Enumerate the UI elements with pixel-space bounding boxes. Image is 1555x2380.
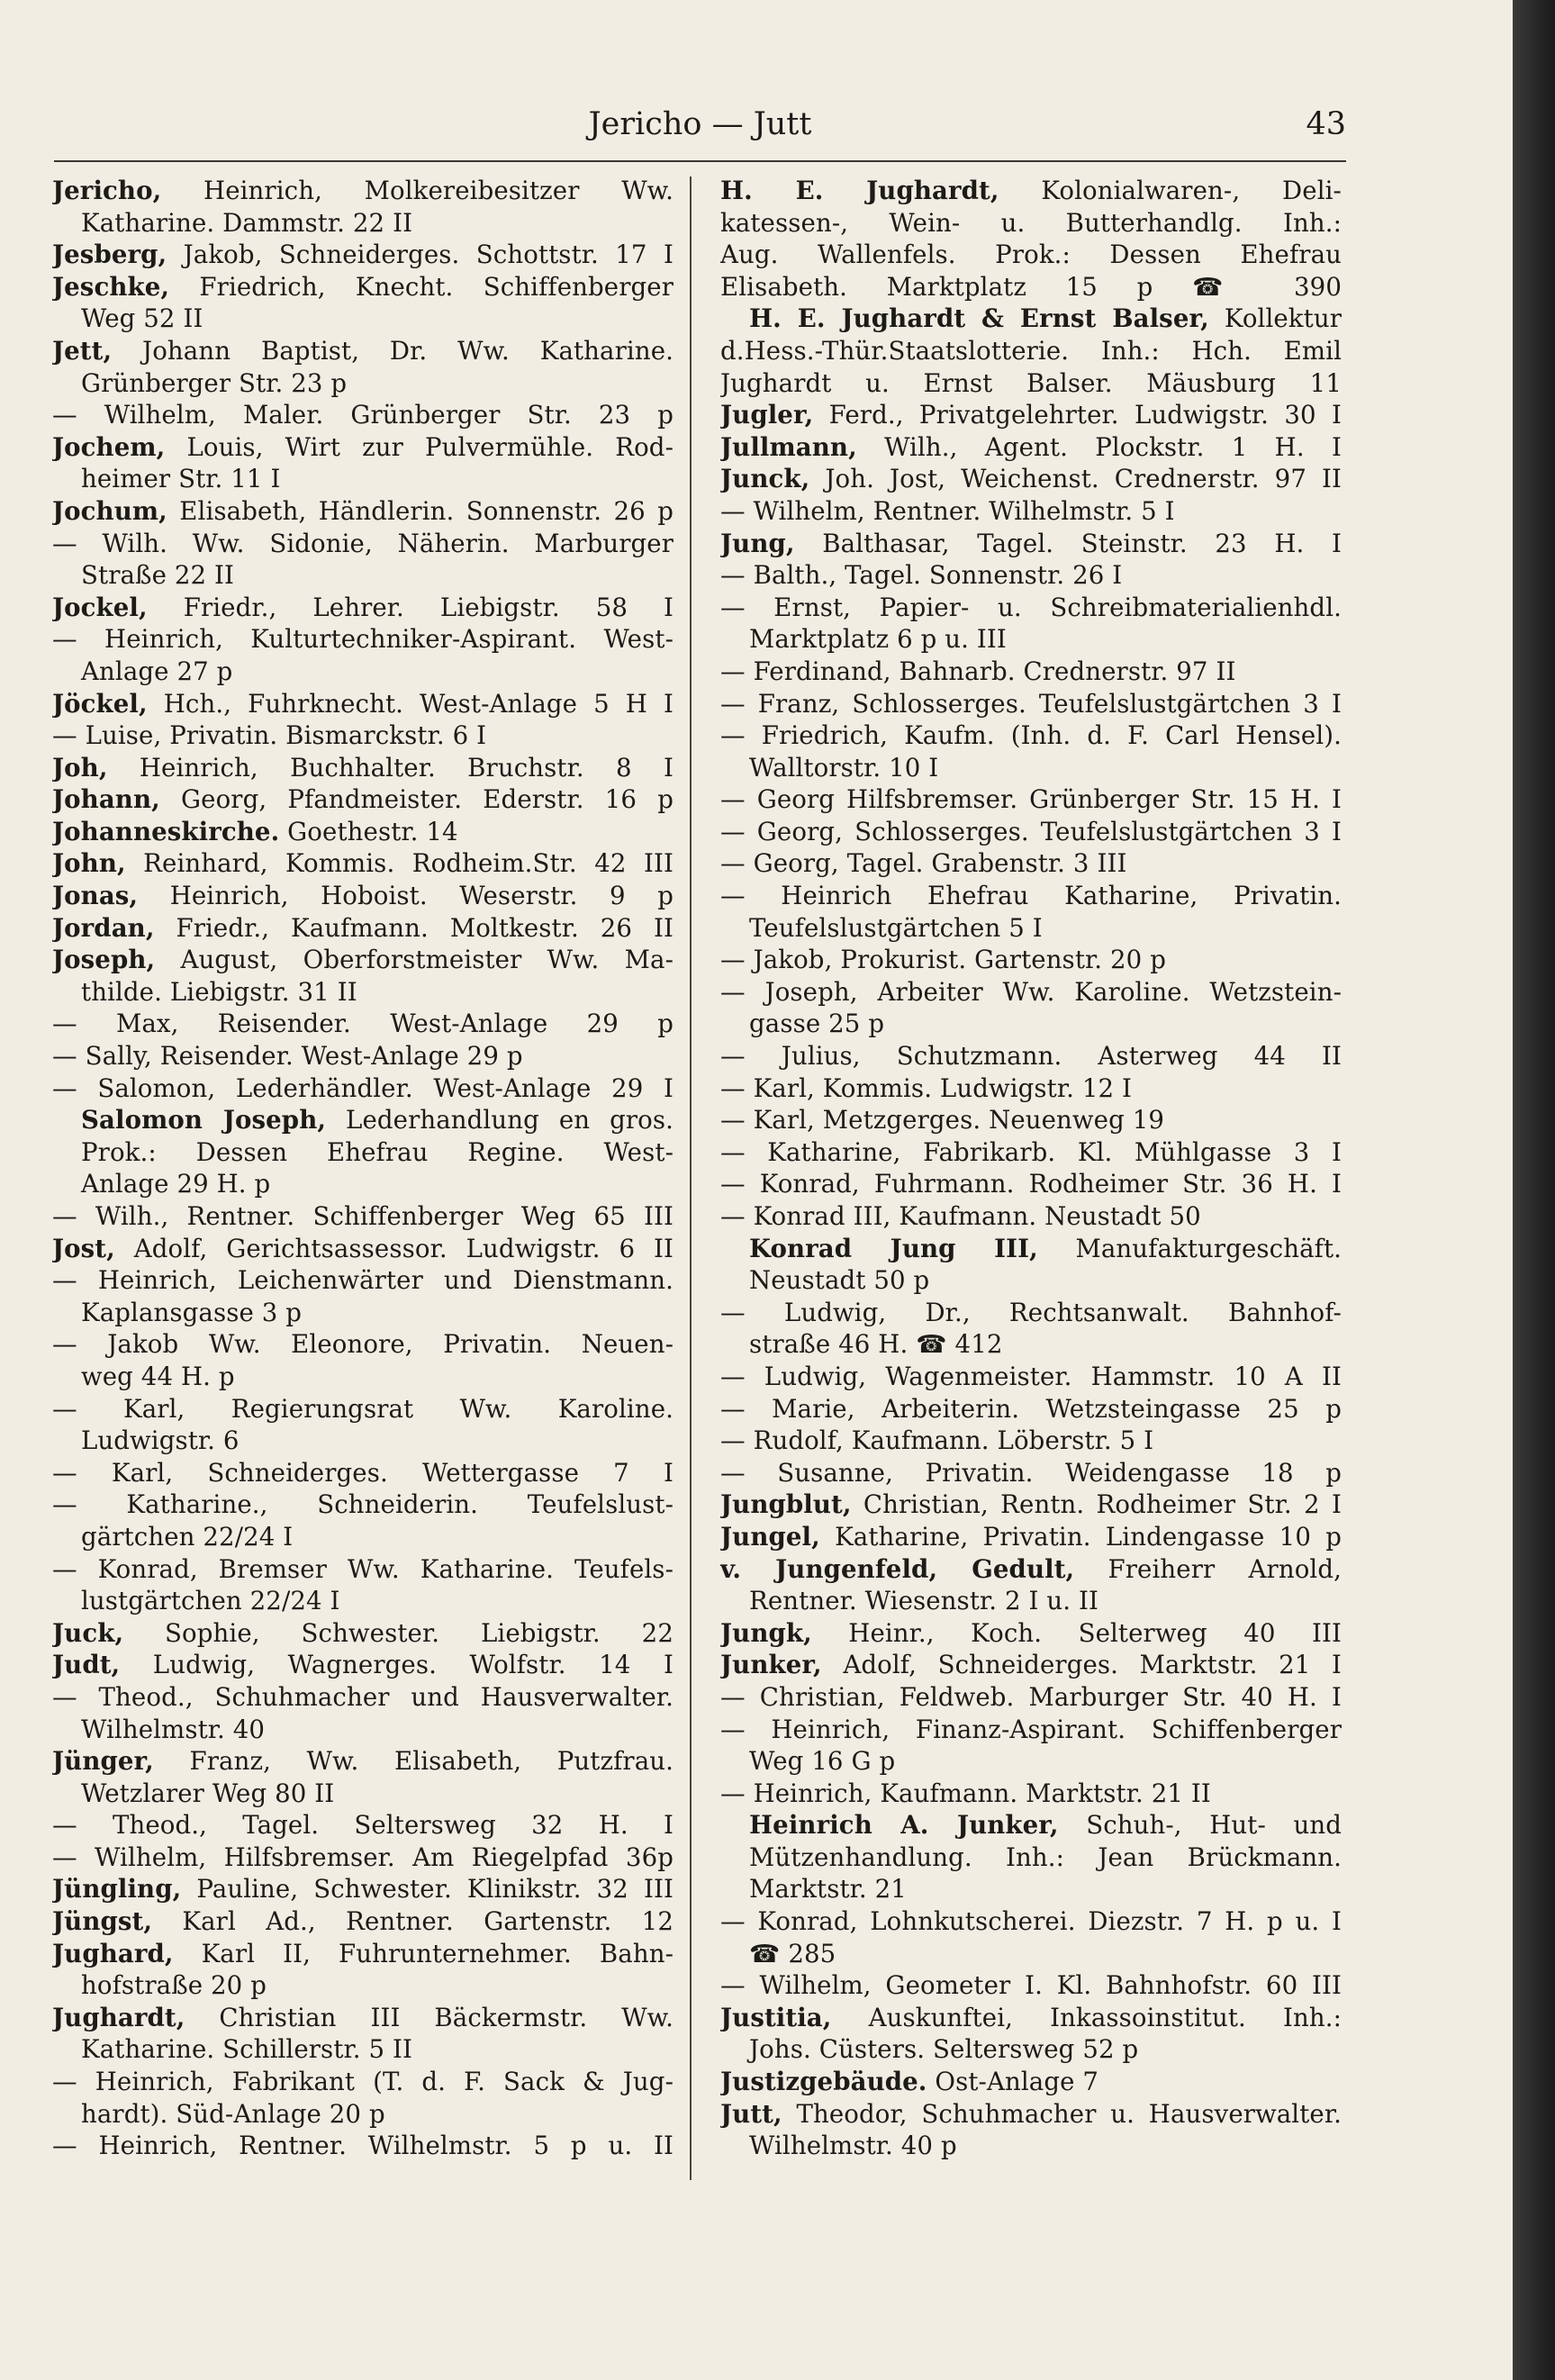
directory-line	[720, 239, 1342, 271]
directory-line	[52, 399, 674, 431]
entry-text: Elisabeth. Marktplatz 15 p ☎ 390	[720, 271, 1342, 302]
entry-text: Friedr., Lehrer. Liebigstr. 58 I	[147, 592, 674, 622]
entry-text: Lederhandlung en gros.	[326, 1105, 674, 1136]
entry-text: Wilhelmstr. 40	[81, 1714, 266, 1744]
directory-line	[52, 1104, 674, 1136]
entry-text: — Luise, Privatin. Bismarckstr. 6 I	[52, 720, 487, 751]
entry-text: — Theod., Schuhmacher und Hausverwalter.	[52, 1681, 674, 1712]
entry-name: Justitia,	[720, 2002, 832, 2032]
directory-line	[720, 1200, 1342, 1233]
entry-text: Joh. Jost, Weichenst. Crednerstr. 97 II	[809, 464, 1342, 494]
directory-line	[720, 1457, 1342, 1489]
directory-line	[52, 1938, 674, 1970]
directory-line	[720, 463, 1342, 495]
entry-name: Jugler,	[720, 400, 814, 430]
directory-line	[720, 1681, 1342, 1714]
entry-text: — Julius, Schutzmann. Asterweg 44 II	[720, 1041, 1342, 1072]
directory-line	[52, 1521, 674, 1553]
entry-text: Heinr., Koch. Selterweg 40 III	[811, 1617, 1342, 1648]
directory-line	[720, 303, 1342, 335]
entry-text: Freiherr Arnold,	[1074, 1553, 1342, 1584]
entry-text: — Heinrich, Fabrikant (T. d. F. Sack & Jug-	[52, 2067, 674, 2097]
entry-text: Marktplatz 6 p u. III	[749, 624, 1007, 655]
directory-line	[720, 1778, 1342, 1810]
entry-text: — Jakob Ww. Eleonore, Privatin. Neuen-	[52, 1329, 674, 1360]
entry-text: Aug. Wallenfels. Prok.: Dessen Ehefrau	[720, 240, 1342, 270]
directory-line	[52, 175, 674, 207]
directory-line	[52, 1714, 674, 1746]
directory-line	[52, 2033, 674, 2066]
entry-text: — Heinrich Ehefrau Katharine, Privatin.	[720, 881, 1342, 911]
directory-line	[720, 2033, 1342, 2066]
directory-line	[720, 399, 1342, 431]
directory-line	[52, 1778, 674, 1810]
directory-line	[720, 559, 1342, 592]
entry-text: August, Oberforstmeister Ww. Ma-	[155, 945, 674, 975]
entry-name: Johann,	[52, 784, 160, 815]
directory-line	[52, 271, 674, 303]
entry-text: Teufelslustgärtchen 5 I	[749, 912, 1043, 943]
directory-line	[52, 592, 674, 624]
directory-line	[720, 783, 1342, 816]
directory-line	[720, 1297, 1342, 1329]
entry-text: Elisabeth, Händlerin. Sonnenstr. 26 p	[167, 495, 674, 526]
directory-line	[720, 1969, 1342, 2002]
directory-line	[720, 1040, 1342, 1072]
entry-text: Rentner. Wiesenstr. 2 I u. II	[749, 1586, 1099, 1616]
entry-name: H. E. Jughardt & Ernst Balser,	[749, 303, 1209, 334]
running-head: Jericho — Jutt	[588, 106, 812, 142]
entry-text: Heinrich, Molkereibesitzer Ww.	[161, 176, 674, 205]
directory-line	[720, 335, 1342, 367]
entry-text: straße 46 H. ☎ 412	[749, 1329, 1003, 1360]
entry-text: — Wilhelm, Hilfsbremser. Am Riegelpfad 36p	[52, 1842, 674, 1872]
entry-text: — Katharine., Schneiderin. Teufelslust-	[52, 1489, 674, 1520]
entry-text: — Wilh., Rentner. Schiffenberger Weg 65 III	[52, 1201, 674, 1231]
directory-line	[720, 912, 1342, 945]
directory-line	[720, 367, 1342, 400]
entry-text: — Ernst, Papier- u. Schreibmaterialienhdl.	[720, 592, 1342, 622]
entry-name: Jungel,	[720, 1521, 820, 1552]
entry-text: — Karl, Schneiderges. Wettergasse 7 I	[52, 1457, 674, 1488]
entry-text: — Sally, Reisender. West-Anlage 29 p	[52, 1041, 523, 1072]
directory-line	[720, 719, 1342, 752]
entry-text: Marktstr. 21	[749, 1874, 907, 1905]
entry-text: Walltorstr. 10 I	[749, 752, 939, 783]
entry-text: Adolf, Gerichtsassessor. Ludwigstr. 6 II	[114, 1233, 674, 1263]
entry-text: — Joseph, Arbeiter Ww. Karoline. Wetzstein-	[720, 976, 1342, 1007]
directory-line	[720, 1553, 1342, 1586]
entry-text: Wetzlarer Weg 80 II	[81, 1778, 335, 1808]
entry-text: Hch., Fuhrknecht. West-Anlage 5 H I	[147, 688, 674, 719]
entry-text: — Ferdinand, Bahnarb. Crednerstr. 97 II	[720, 656, 1236, 686]
directory-line	[720, 1136, 1342, 1169]
directory-line	[720, 2098, 1342, 2131]
directory-line	[52, 1072, 674, 1105]
entry-text: Kolonialwaren-, Deli-	[999, 176, 1342, 205]
directory-line	[720, 816, 1342, 848]
directory-line	[52, 2098, 674, 2131]
entry-text: Georg, Pfandmeister. Ederstr. 16 p	[159, 784, 674, 815]
header-rule	[54, 160, 1346, 162]
entry-name: Jung,	[720, 528, 795, 558]
directory-line	[720, 1104, 1342, 1136]
entry-name: Jordan,	[52, 912, 155, 943]
directory-line	[720, 1361, 1342, 1393]
entry-name: Salomon Joseph,	[81, 1105, 327, 1136]
directory-line	[720, 847, 1342, 880]
entry-text: — Rudolf, Kaufmann. Löberstr. 5 I	[720, 1425, 1154, 1456]
entry-text: Adolf, Schneiderges. Marktstr. 21 I	[821, 1650, 1342, 1680]
left-column	[52, 175, 674, 2162]
entry-name: Jüngling,	[52, 1874, 182, 1905]
directory-line	[52, 207, 674, 240]
directory-line	[720, 1809, 1342, 1842]
right-column	[720, 175, 1342, 2162]
entry-text: — Georg, Tagel. Grabenstr. 3 III	[720, 848, 1127, 879]
directory-line	[52, 1809, 674, 1842]
entry-text: Ferd., Privatgelehrter. Ludwigstr. 30 I	[813, 400, 1342, 430]
directory-line	[52, 1008, 674, 1040]
directory-line	[720, 1072, 1342, 1105]
entry-text: Katharine. Dammstr. 22 II	[81, 207, 413, 238]
directory-line	[52, 1200, 674, 1233]
entry-text: — Karl, Metzgerges. Neuenweg 19	[720, 1105, 1165, 1136]
directory-line	[52, 335, 674, 367]
entry-name: Junck,	[720, 464, 810, 494]
entry-text: — Heinrich, Kaufmann. Marktstr. 21 II	[720, 1778, 1211, 1808]
directory-line	[52, 1297, 674, 1329]
directory-line	[720, 207, 1342, 240]
entry-text: gärtchen 22/24 I	[81, 1521, 294, 1552]
directory-line	[720, 1842, 1342, 1874]
entry-text: — Georg Hilfsbremser. Grünberger Str. 15 H. I	[720, 784, 1342, 815]
directory-line	[52, 912, 674, 945]
directory-line	[52, 303, 674, 335]
entry-text: Manufakturgeschäft.	[1037, 1233, 1342, 1263]
directory-line	[52, 1136, 674, 1169]
directory-line	[52, 847, 674, 880]
page-number: 43	[1306, 106, 1346, 142]
entry-name: Jericho,	[52, 176, 162, 205]
entry-text: Christian, Rentn. Rodheimer Str. 2 I	[851, 1489, 1342, 1520]
entry-name: Jeschke,	[52, 271, 170, 302]
entry-text: Kaplansgasse 3 p	[81, 1297, 303, 1327]
directory-line	[52, 463, 674, 495]
entry-text: — Marie, Arbeiterin. Wetzsteingasse 25 p	[720, 1393, 1342, 1424]
entry-text: katessen-, Wein- u. Butterhandlg. Inh.:	[720, 207, 1342, 238]
entry-name: Jett,	[52, 335, 113, 366]
entry-name: Jochum,	[52, 495, 167, 526]
directory-line	[52, 944, 674, 976]
entry-text: Karl Ad., Rentner. Gartenstr. 12	[152, 1906, 674, 1937]
directory-line	[720, 1168, 1342, 1200]
entry-text: lustgärtchen 22/24 I	[81, 1586, 340, 1616]
entry-text: — Heinrich, Kulturtechniker-Aspirant. West-	[52, 624, 674, 655]
entry-name: Junker,	[720, 1650, 822, 1680]
entry-name: Heinrich A. Junker,	[749, 1810, 1059, 1841]
directory-line	[720, 1233, 1342, 1265]
directory-line	[52, 2066, 674, 2098]
directory-line	[720, 1521, 1342, 1553]
directory-line	[720, 752, 1342, 784]
entry-text: Jughardt u. Ernst Balser. Mäusburg 11	[720, 367, 1342, 398]
directory-line	[52, 783, 674, 816]
entry-name: Jünger,	[52, 1746, 154, 1777]
directory-line	[52, 528, 674, 560]
directory-line	[720, 976, 1342, 1009]
entry-text: Reinhard, Kommis. Rodheim.Str. 42 III	[125, 848, 674, 879]
entry-text: Weg 52 II	[81, 303, 203, 334]
entry-text: — Heinrich, Leichenwärter und Dienstmann.	[52, 1265, 674, 1296]
directory-line	[52, 495, 674, 528]
directory-line	[52, 623, 674, 656]
entry-text: — Konrad, Bremser Ww. Katharine. Teufels-	[52, 1553, 674, 1584]
directory-line	[720, 2002, 1342, 2034]
directory-line	[720, 688, 1342, 720]
directory-line	[720, 1489, 1342, 1521]
entry-text: — Wilhelm, Geometer I. Kl. Bahnhofstr. 60 III	[720, 1970, 1342, 2001]
directory-line	[720, 1649, 1342, 1681]
directory-line	[52, 2002, 674, 2034]
entry-text: — Karl, Regierungsrat Ww. Karoline.	[52, 1393, 674, 1424]
entry-text: — Susanne, Privatin. Weidengasse 18 p	[720, 1457, 1342, 1488]
directory-line	[720, 175, 1342, 207]
directory-line	[720, 528, 1342, 560]
entry-name: Joseph,	[52, 945, 156, 975]
directory-line	[52, 1457, 674, 1489]
entry-text: heimer Str. 11 I	[81, 464, 281, 494]
entry-text: — Konrad, Fuhrmann. Rodheimer Str. 36 H. I	[720, 1169, 1342, 1199]
entry-text: Sophie, Schwester. Liebigstr. 22	[123, 1617, 674, 1648]
directory-line	[52, 1553, 674, 1586]
directory-line	[720, 1425, 1342, 1457]
entry-name: Jüngst,	[52, 1906, 153, 1937]
entry-text: — Franz, Schlosserges. Teufelslustgärtchen 3 I	[720, 688, 1342, 719]
directory-line	[720, 1617, 1342, 1650]
directory-line	[720, 656, 1342, 688]
directory-line	[52, 1040, 674, 1072]
directory-line	[52, 1264, 674, 1297]
directory-line	[52, 431, 674, 464]
directory-line	[52, 1425, 674, 1457]
entry-text: Ost-Anlage 7	[927, 2067, 1099, 2097]
entry-text: — Max, Reisender. West-Anlage 29 p	[52, 1009, 674, 1039]
entry-text: Schuh-, Hut- und	[1058, 1810, 1342, 1841]
entry-name: Judt,	[52, 1650, 121, 1680]
directory-line	[52, 1681, 674, 1714]
directory-line	[52, 1168, 674, 1200]
entry-name: Jughard,	[52, 1938, 174, 1968]
entry-text: Katharine. Schillerstr. 5 II	[81, 2034, 413, 2065]
entry-text: Prok.: Dessen Ehefrau Regine. West-	[81, 1136, 674, 1167]
directory-line	[720, 1905, 1342, 1938]
entry-text: Christian III Bäckermstr. Ww.	[185, 2002, 674, 2032]
entry-text: ☎ 285	[749, 1938, 836, 1968]
entry-name: Jöckel,	[52, 688, 148, 719]
entry-name: Jungblut,	[720, 1489, 852, 1520]
entry-text: Ludwig, Wagnerges. Wolfstr. 14 I	[120, 1650, 674, 1680]
directory-line	[720, 1328, 1342, 1361]
entry-text: — Christian, Feldweb. Marburger Str. 40 H. I	[720, 1681, 1342, 1712]
entry-text: Weg 16 G p	[749, 1746, 896, 1777]
directory-line	[52, 1328, 674, 1361]
column-divider	[690, 176, 692, 2180]
directory-line	[52, 719, 674, 752]
directory-line	[52, 1489, 674, 1521]
entry-text: — Georg, Schlosserges. Teufelslustgärtchen 3 I	[720, 816, 1342, 846]
directory-line	[52, 880, 674, 912]
entry-name: Jonas,	[52, 881, 139, 911]
entry-name: Jungk,	[720, 1617, 812, 1648]
entry-text: Straße 22 II	[81, 560, 235, 591]
directory-line	[52, 1905, 674, 1938]
entry-text: Balthasar, Tagel. Steinstr. 23 H. I	[794, 528, 1342, 558]
entry-text: Friedr., Kaufmann. Moltkestr. 26 II	[154, 912, 674, 943]
entry-text: Heinrich, Buchhalter. Bruchstr. 8 I	[107, 752, 674, 783]
directory-line	[720, 1714, 1342, 1746]
entry-text: hardt). Süd-Anlage 20 p	[81, 2098, 385, 2129]
entry-text: Pauline, Schwester. Klinikstr. 32 III	[181, 1874, 674, 1905]
directory-line	[720, 271, 1342, 303]
entry-text: — Heinrich, Finanz-Aspirant. Schiffenberger	[720, 1714, 1342, 1744]
directory-line	[720, 2130, 1342, 2162]
entry-text: — Balth., Tagel. Sonnenstr. 26 I	[720, 560, 1123, 591]
entry-text: Johs. Cüsters. Seltersweg 52 p	[749, 2034, 1139, 2065]
entry-text: d.Hess.-Thür.Staatslotterie. Inh.: Hch. Emil	[720, 335, 1342, 366]
entry-name: Jughardt,	[52, 2002, 185, 2032]
entry-name: Jockel,	[52, 592, 148, 622]
entry-name: H. E. Jughardt,	[720, 176, 999, 205]
directory-line	[52, 1617, 674, 1650]
entry-text: Johann Baptist, Dr. Ww. Katharine.	[112, 335, 674, 366]
entry-text: Anlage 27 p	[81, 656, 233, 686]
entry-text: weg 44 H. p	[81, 1361, 235, 1391]
directory-line	[52, 656, 674, 688]
directory-line	[720, 944, 1342, 976]
directory-line	[720, 592, 1342, 624]
directory-line	[52, 1393, 674, 1425]
directory-line	[52, 1969, 674, 2002]
entry-text: Auskunftei, Inkassoinstitut. Inh.:	[831, 2002, 1342, 2032]
directory-line	[52, 367, 674, 400]
entry-name: Jost,	[52, 1233, 115, 1263]
directory-line	[52, 1649, 674, 1681]
entry-text: Louis, Wirt zur Pulvermühle. Rod-	[165, 431, 674, 462]
directory-line	[52, 2130, 674, 2162]
entry-text: — Katharine, Fabrikarb. Kl. Mühlgasse 3 I	[720, 1136, 1342, 1167]
entry-name: Justizgebäude.	[720, 2067, 927, 2097]
entry-text: — Wilhelm, Maler. Grünberger Str. 23 p	[52, 400, 674, 430]
directory-line	[52, 1233, 674, 1265]
entry-name: Joh,	[52, 752, 108, 783]
entry-name: Juck,	[52, 1617, 124, 1648]
entry-name: Johanneskirche.	[52, 816, 280, 846]
entry-name: John,	[52, 848, 126, 879]
directory-line	[52, 1585, 674, 1617]
entry-name: Konrad Jung III,	[749, 1233, 1038, 1263]
entry-text: Franz, Ww. Elisabeth, Putzfrau.	[153, 1746, 674, 1777]
directory-line	[52, 559, 674, 592]
entry-text: Theodor, Schuhmacher u. Hausverwalter.	[782, 2098, 1342, 2129]
entry-text: — Wilhelm, Rentner. Wilhelmstr. 5 I	[720, 495, 1175, 526]
entry-text: Grünberger Str. 23 p	[81, 367, 348, 398]
entry-text: — Friedrich, Kaufm. (Inh. d. F. Carl Hensel).	[720, 720, 1342, 751]
page-edge	[1513, 0, 1555, 2380]
entry-text: gasse 25 p	[749, 1009, 885, 1039]
directory-line	[720, 495, 1342, 528]
entry-text: Katharine, Privatin. Lindengasse 10 p	[819, 1521, 1342, 1552]
directory-line	[52, 688, 674, 720]
directory-line	[52, 816, 674, 848]
entry-text: Friedrich, Knecht. Schiffenberger	[169, 271, 674, 302]
entry-text: Wilh., Agent. Plockstr. 1 H. I	[856, 431, 1342, 462]
entry-text: Neustadt 50 p	[749, 1265, 930, 1296]
directory-line	[52, 1361, 674, 1393]
entry-text: — Konrad, Lohnkutscherei. Diezstr. 7 H. p u. I	[720, 1906, 1342, 1937]
entry-text: thilde. Liebigstr. 31 II	[81, 976, 357, 1007]
entry-text: Ludwigstr. 6	[81, 1425, 240, 1456]
entry-name: Jutt,	[720, 2098, 782, 2129]
directory-line	[720, 431, 1342, 464]
entry-text: Anlage 29 H. p	[81, 1169, 271, 1199]
entry-name: Jullmann,	[720, 431, 857, 462]
directory-line	[52, 752, 674, 784]
directory-line	[720, 2066, 1342, 2098]
directory-line	[52, 976, 674, 1009]
directory-line	[720, 1585, 1342, 1617]
directory-line	[52, 1842, 674, 1874]
directory-line	[720, 880, 1342, 912]
entry-text: Wilhelmstr. 40 p	[749, 2131, 957, 2161]
entry-text: — Ludwig, Wagenmeister. Hammstr. 10 A II	[720, 1361, 1342, 1391]
entry-text: Heinrich, Hoboist. Weserstr. 9 p	[138, 881, 674, 911]
entry-name: v. Jungenfeld, Gedult,	[720, 1553, 1075, 1584]
directory-line	[52, 1745, 674, 1778]
entry-text: Mützenhandlung. Inh.: Jean Brückmann.	[749, 1842, 1342, 1872]
directory-line	[720, 1938, 1342, 1970]
directory-line	[720, 1745, 1342, 1778]
entry-text: Kollektur	[1208, 303, 1342, 334]
entry-text: — Wilh. Ww. Sidonie, Näherin. Marburger	[52, 528, 674, 558]
entry-text: — Jakob, Prokurist. Gartenstr. 20 p	[720, 945, 1166, 975]
entry-text: — Karl, Kommis. Ludwigstr. 12 I	[720, 1072, 1133, 1103]
entry-name: Jesberg,	[52, 240, 167, 270]
entry-text: Goethestr. 14	[279, 816, 458, 846]
directory-line	[52, 1873, 674, 1905]
entry-text: — Heinrich, Rentner. Wilhelmstr. 5 p u. II	[52, 2131, 674, 2161]
directory-line	[720, 623, 1342, 656]
entry-name: Jochem,	[52, 431, 166, 462]
entry-text: — Salomon, Lederhändler. West-Anlage 29 I	[52, 1072, 674, 1103]
entry-text: Jakob, Schneiderges. Schottstr. 17 I	[167, 240, 674, 270]
directory-line	[52, 239, 674, 271]
directory-line	[720, 1873, 1342, 1905]
entry-text: hofstraße 20 p	[81, 1970, 267, 2001]
entry-text: — Theod., Tagel. Seltersweg 32 H. I	[52, 1810, 674, 1841]
entry-text: Karl II, Fuhrunternehmer. Bahn-	[173, 1938, 674, 1968]
directory-line	[720, 1008, 1342, 1040]
page-header	[54, 106, 1346, 151]
directory-line	[720, 1393, 1342, 1425]
entry-text: — Ludwig, Dr., Rechtsanwalt. Bahnhof-	[720, 1297, 1342, 1327]
entry-text: — Konrad III, Kaufmann. Neustadt 50	[720, 1201, 1201, 1231]
directory-line	[720, 1264, 1342, 1297]
